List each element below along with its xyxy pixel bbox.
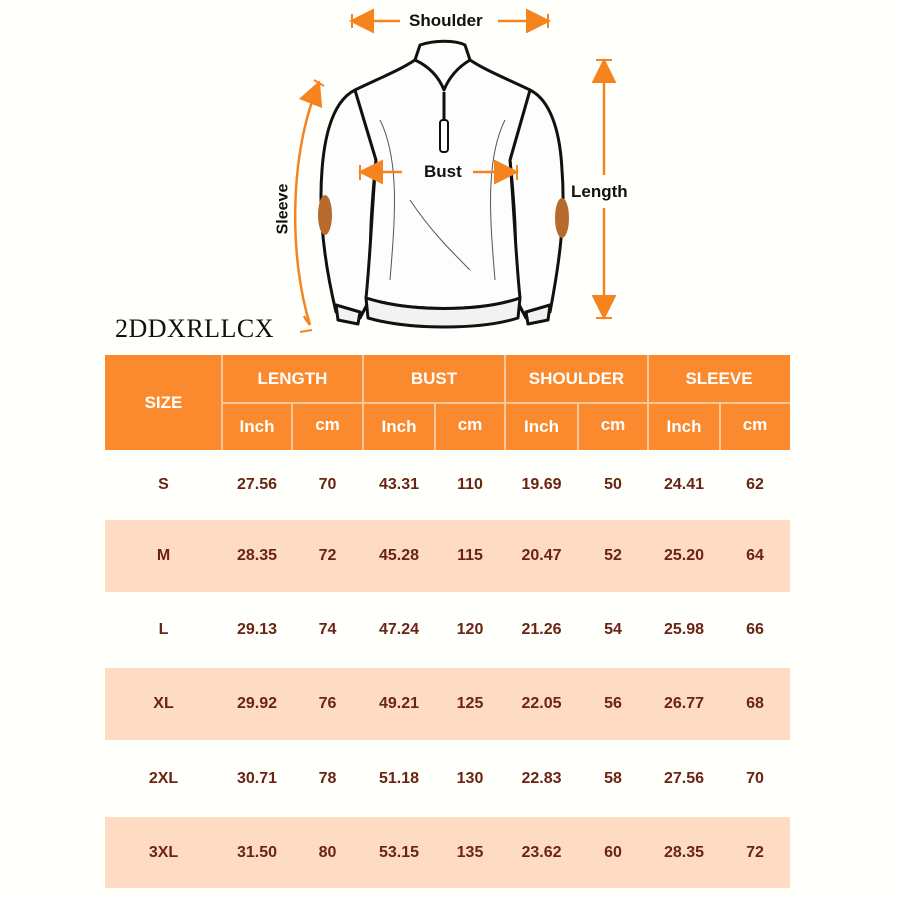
value-cell: 27.56 <box>236 476 278 493</box>
value-cell: 115 <box>457 547 483 564</box>
value-cell: 58 <box>604 769 622 787</box>
value-cell: 64 <box>746 547 764 564</box>
value-cell: 60 <box>604 843 622 861</box>
size-cell: XL <box>153 695 174 712</box>
shoulder-inch-header: Inch <box>524 416 559 436</box>
size-cell: M <box>156 547 171 564</box>
value-cell: 29.92 <box>236 695 278 712</box>
value-cell: 21.26 <box>521 621 562 638</box>
sleeve-header: SLEEVE <box>685 369 753 388</box>
table-row <box>105 592 790 668</box>
value-cell: 120 <box>456 621 484 638</box>
value-cell: 53.15 <box>378 843 420 861</box>
shoulder-label: Shoulder <box>409 11 483 30</box>
value-cell: 22.83 <box>521 769 562 787</box>
value-cell: 135 <box>456 843 484 861</box>
value-cell: 125 <box>456 695 484 712</box>
value-cell: 24.41 <box>663 476 705 493</box>
value-cell: 43.31 <box>378 476 420 493</box>
size-cell: S <box>158 476 169 493</box>
value-cell: 52 <box>604 547 622 564</box>
table-header <box>105 355 790 450</box>
length-cm-header: cm <box>315 415 340 434</box>
size-cell: 3XL <box>148 843 179 861</box>
value-cell: 19.69 <box>521 476 562 493</box>
value-cell: 72 <box>318 547 337 564</box>
bust-header: BUST <box>410 369 458 388</box>
size-chart-table <box>105 355 790 888</box>
divider <box>719 403 721 450</box>
value-cell: 130 <box>456 769 484 787</box>
value-cell: 78 <box>318 769 337 787</box>
shoulder-header: SHOULDER <box>528 369 625 388</box>
value-cell: 45.28 <box>378 547 420 564</box>
value-cell: 22.05 <box>521 695 562 712</box>
value-cell: 20.47 <box>521 547 562 564</box>
table-row <box>105 450 790 520</box>
value-cell: 50 <box>604 476 622 493</box>
length-header: LENGTH <box>257 369 328 388</box>
value-cell: 25.98 <box>663 621 705 638</box>
value-cell: 68 <box>746 695 764 712</box>
value-cell: 62 <box>746 476 764 493</box>
shoulder-cm-header: cm <box>600 415 626 434</box>
product-code: 2DDXRLLCX <box>115 314 275 343</box>
value-cell: 29.13 <box>236 621 278 638</box>
value-cell: 28.35 <box>663 843 705 861</box>
divider <box>434 403 436 450</box>
value-cell: 27.56 <box>663 769 705 787</box>
value-cell: 28.35 <box>236 547 278 564</box>
sleeve-label: Sleeve <box>274 183 292 235</box>
bust-label: Bust <box>424 162 462 181</box>
sleeve-inch-header: Inch <box>666 416 702 436</box>
value-cell: 26.77 <box>663 695 705 712</box>
length-inch-header: Inch <box>239 416 275 436</box>
value-cell: 80 <box>318 843 337 861</box>
value-cell: 47.24 <box>378 621 420 638</box>
value-cell: 30.71 <box>236 769 278 787</box>
table-row <box>105 668 790 740</box>
value-cell: 54 <box>604 621 622 638</box>
bust-cm-header: cm <box>457 415 483 434</box>
size-cell: 2XL <box>148 769 179 787</box>
size-header: SIZE <box>144 392 183 412</box>
divider <box>222 402 790 404</box>
value-cell: 51.18 <box>378 769 420 787</box>
value-cell: 70 <box>318 476 337 493</box>
table-row <box>105 520 790 592</box>
length-label: Length <box>571 182 628 201</box>
value-cell: 23.62 <box>521 843 562 861</box>
value-cell: 70 <box>746 769 764 787</box>
sleeve-cm-header: cm <box>742 415 768 434</box>
table-row <box>105 740 790 817</box>
value-cell: 76 <box>318 695 337 712</box>
value-cell: 110 <box>457 476 483 493</box>
value-cell: 66 <box>746 621 764 638</box>
value-cell: 31.50 <box>236 843 278 861</box>
value-cell: 56 <box>604 695 622 712</box>
value-cell: 49.21 <box>378 695 420 712</box>
value-cell: 25.20 <box>663 547 705 564</box>
divider <box>291 403 293 450</box>
table-row <box>105 817 790 888</box>
size-cell: L <box>158 621 169 638</box>
divider <box>577 403 579 450</box>
bust-inch-header: Inch <box>381 416 417 436</box>
value-cell: 74 <box>318 621 337 638</box>
garment-illustration <box>0 0 900 340</box>
value-cell: 72 <box>746 843 764 861</box>
